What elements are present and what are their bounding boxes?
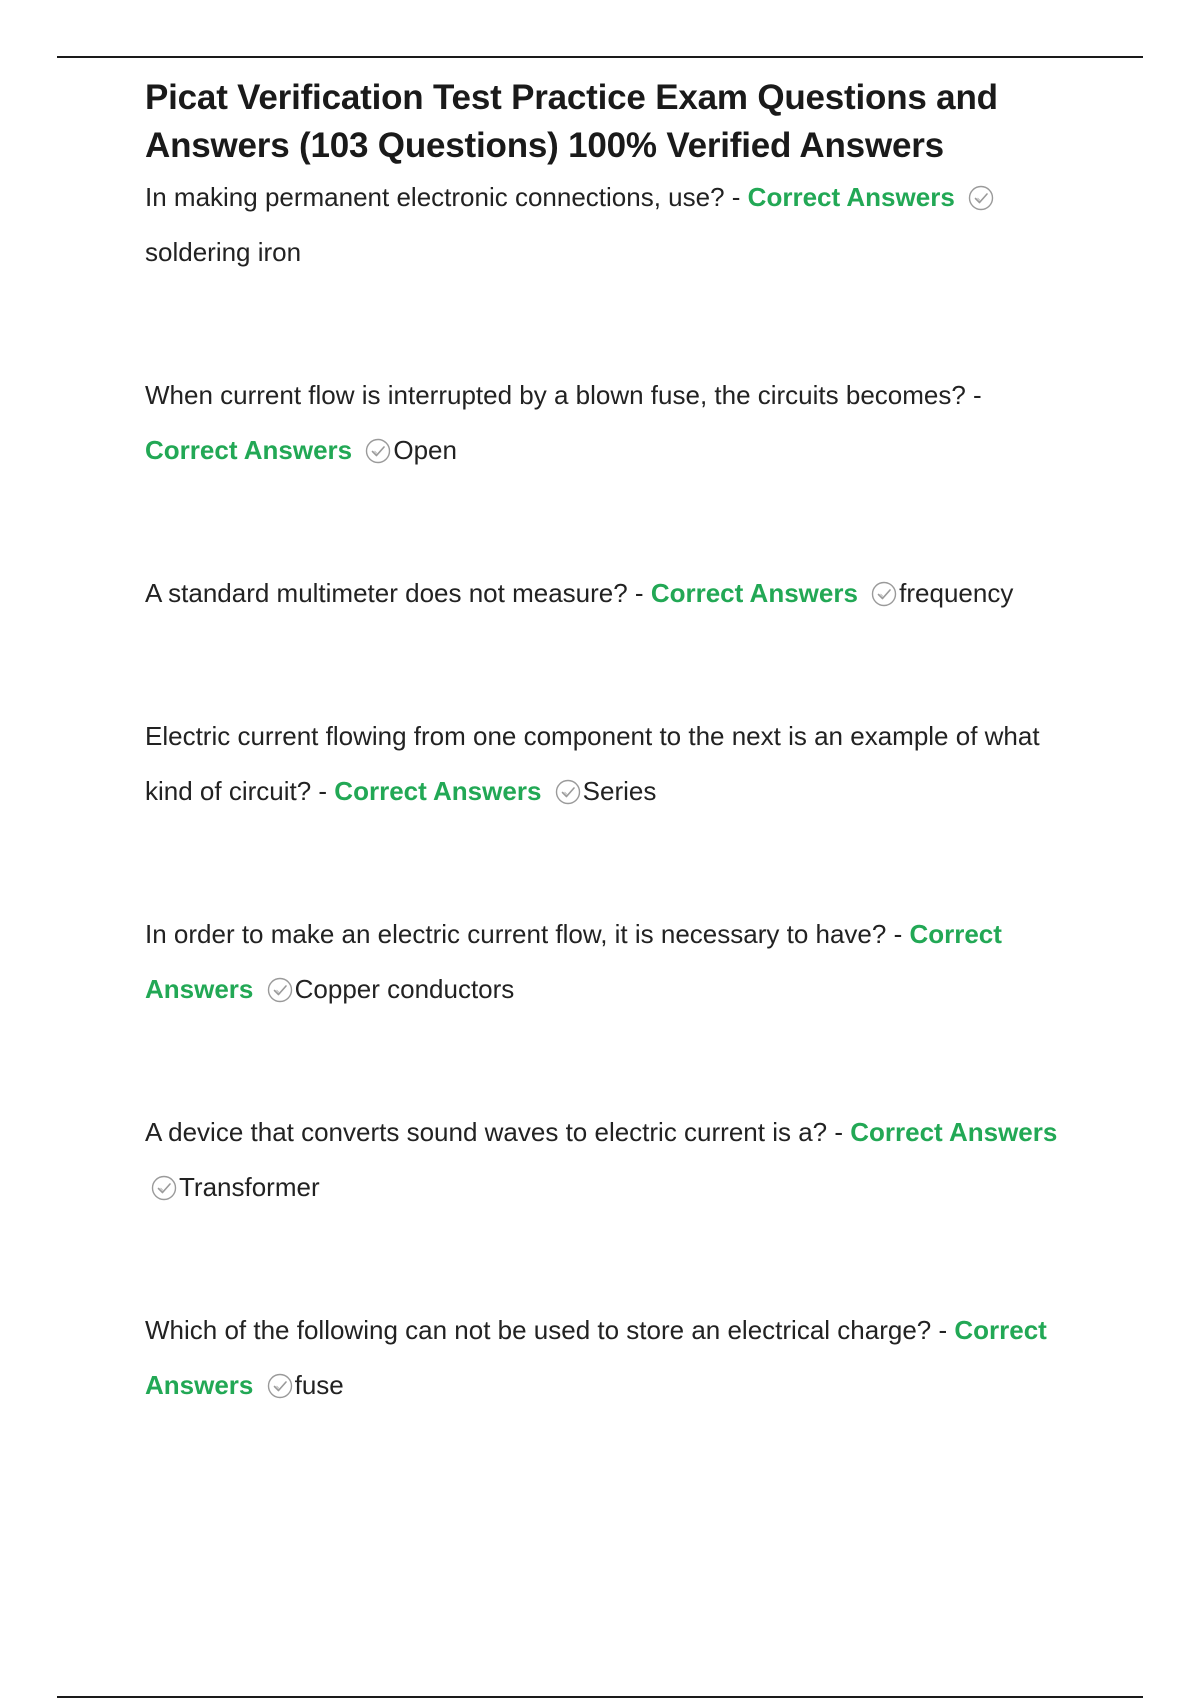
answer-text: frequency [899, 578, 1014, 608]
separator: - [311, 776, 335, 806]
separator: - [931, 1315, 955, 1345]
question-text: In order to make an electric current flow, it is necessary to have? [145, 919, 887, 949]
correct-answers-label: Correct Answers [747, 182, 955, 212]
question-text: Which of the following can not be used to store an electrical charge? [145, 1315, 932, 1345]
check-circle-icon [365, 438, 391, 464]
answer-text: Open [393, 435, 457, 465]
bottom-rule [57, 1696, 1143, 1698]
question-item [145, 1303, 1075, 1413]
question-text: In making permanent electronic connections, use? [145, 182, 725, 212]
separator: - [965, 380, 982, 410]
question-item [145, 566, 1075, 621]
check-circle-icon [151, 1175, 177, 1201]
document-body [145, 74, 1075, 1413]
question-text: Electric current flowing from one component to the next is an example of what kind of circuit? [145, 721, 1040, 806]
separator: - [627, 578, 651, 608]
correct-answers-label: Correct Answers [650, 578, 858, 608]
top-rule [57, 56, 1143, 58]
question-item [145, 368, 1075, 478]
separator: - [886, 919, 910, 949]
answer-text: Series [582, 776, 657, 806]
check-circle-icon [968, 185, 994, 211]
answer-text: soldering iron [145, 237, 302, 267]
question-item [145, 907, 1075, 1017]
question-list [145, 170, 1075, 1413]
document-title: Picat Verification Test Practice Exam Questions and Answers (103 Questions) 100% Verified Answers [145, 78, 998, 165]
check-circle-icon [267, 1373, 293, 1399]
answer-text: fuse [294, 1370, 344, 1400]
separator: - [827, 1117, 851, 1147]
answer-text: Transformer [179, 1172, 320, 1202]
question-item [145, 1105, 1075, 1215]
question-text: A device that converts sound waves to electric current is a? [145, 1117, 828, 1147]
correct-answers-label: Correct Answers [145, 919, 1002, 1004]
question-item [145, 170, 1075, 280]
answer-text: Copper conductors [294, 974, 515, 1004]
check-circle-icon [267, 977, 293, 1003]
correct-answers-label: Correct Answers [850, 1117, 1058, 1147]
question-item [145, 709, 1075, 819]
question-text: When current flow is interrupted by a blown fuse, the circuits becomes? [145, 380, 966, 410]
check-circle-icon [871, 581, 897, 607]
correct-answers-label: Correct Answers [334, 776, 542, 806]
correct-answers-label: Correct Answers [145, 1315, 1047, 1400]
check-circle-icon [555, 779, 581, 805]
question-text: A standard multimeter does not measure? [145, 578, 628, 608]
correct-answers-label: Correct Answers [145, 435, 353, 465]
separator: - [724, 182, 748, 212]
